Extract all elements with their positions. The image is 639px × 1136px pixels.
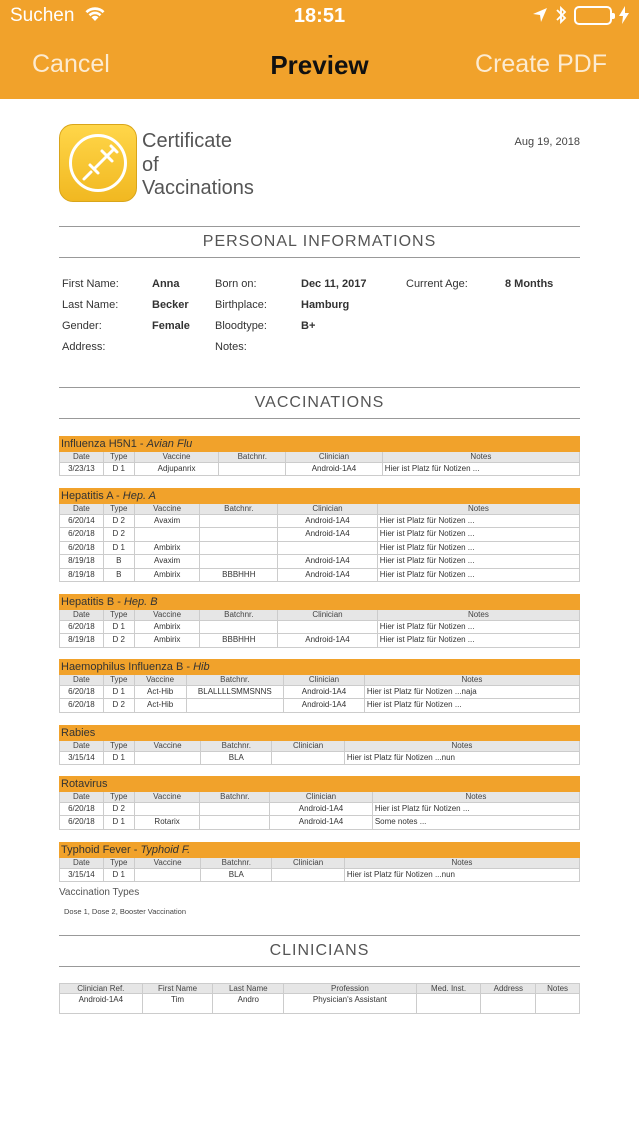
table-row bbox=[59, 569, 580, 583]
cell-clinician: Android-1A4 bbox=[278, 634, 378, 647]
vaccination-types-text: Dose 1, Dose 2, Booster Vaccination bbox=[64, 907, 187, 916]
cell-type: D 2 bbox=[104, 528, 135, 541]
cell-notes: Hier ist Platz für Notizen ... bbox=[379, 621, 475, 631]
vaccination-table bbox=[59, 842, 580, 882]
cell-clinician: Android-1A4 bbox=[278, 555, 378, 568]
birthplace-label: Birthplace: bbox=[215, 299, 267, 311]
column-header-notes: Notes bbox=[547, 984, 569, 993]
cell-vaccine: Act-Hib bbox=[135, 699, 187, 712]
table-header-row bbox=[59, 452, 580, 463]
cell-batch bbox=[200, 515, 278, 528]
cell-date: 6/20/18 bbox=[60, 542, 104, 555]
cell-vaccine bbox=[135, 752, 202, 765]
bloodtype-label: Bloodtype: bbox=[215, 320, 267, 332]
column-header-clinician: Clinician bbox=[286, 452, 383, 462]
cell-batch bbox=[200, 803, 270, 816]
column-header-notes: Notes bbox=[467, 610, 489, 619]
vaccination-abbreviation: Avian Flu bbox=[146, 438, 193, 450]
first-name-label: First Name: bbox=[62, 278, 119, 290]
column-header-batch: Batchnr. bbox=[201, 741, 272, 751]
cell-type: B bbox=[104, 569, 135, 582]
cell-batch bbox=[187, 699, 285, 712]
cell-clinician: Android-1A4 bbox=[284, 686, 365, 699]
column-header-clinician: Clinician bbox=[272, 741, 345, 751]
cell-notes: Hier ist Platz für Notizen ...nun bbox=[346, 752, 455, 762]
table-header-row bbox=[59, 792, 580, 803]
column-header-clinician: Clinician bbox=[284, 675, 365, 685]
table-header-row bbox=[59, 504, 580, 515]
gender-label: Gender: bbox=[62, 320, 102, 332]
cell-clinician: Android-1A4 bbox=[278, 515, 378, 528]
cell-notes: Hier ist Platz für Notizen ... bbox=[366, 700, 462, 709]
table-header-row bbox=[59, 610, 580, 621]
cell-date: 8/19/18 bbox=[60, 634, 104, 647]
cell-first-name: Tim bbox=[143, 994, 214, 1013]
column-header-notes: Notes bbox=[470, 452, 492, 461]
column-header-notes: Notes bbox=[465, 792, 487, 801]
cell-batch bbox=[200, 816, 270, 829]
column-header-address: Address bbox=[481, 984, 536, 993]
location-icon bbox=[532, 7, 548, 23]
bloodtype-value: B+ bbox=[301, 320, 316, 332]
table-row bbox=[59, 869, 580, 883]
column-header-vaccine: Vaccine bbox=[135, 792, 201, 802]
column-header-date: Date bbox=[60, 741, 104, 751]
status-right-icons bbox=[532, 5, 629, 25]
cell-type: D 1 bbox=[104, 463, 135, 476]
vaccination-name: Typhoid Fever bbox=[61, 844, 131, 856]
cell-clinician: Android-1A4 bbox=[278, 528, 378, 541]
cell-batch: BLA bbox=[201, 869, 272, 882]
vaccination-name: Rabies bbox=[61, 727, 96, 739]
vaccination-logo bbox=[59, 124, 137, 202]
cell-notes: Hier ist Platz für Notizen ... bbox=[379, 635, 475, 644]
cell-batch: BLALLLLSMMSNNS bbox=[187, 686, 285, 699]
cell-notes: Hier ist Platz für Notizen ... bbox=[379, 556, 475, 565]
table-row bbox=[59, 528, 580, 542]
cell-date: 3/15/14 bbox=[60, 752, 104, 765]
cell-notes: Hier ist Platz für Notizen ...nun bbox=[346, 869, 455, 879]
column-header-type: Type bbox=[104, 452, 135, 462]
column-header-date: Date bbox=[60, 610, 104, 620]
cell-type: D 1 bbox=[104, 621, 135, 634]
bluetooth-icon bbox=[555, 5, 567, 25]
cell-notes: Hier ist Platz für Notizen ... bbox=[384, 463, 480, 473]
cell-batch: BBBHHH bbox=[200, 634, 278, 647]
cell-clinician: Android-1A4 bbox=[278, 569, 378, 582]
column-header-date: Date bbox=[60, 675, 104, 685]
column-header-type: Type bbox=[104, 610, 135, 620]
vaccination-title: Hepatitis B - Hep. B bbox=[59, 594, 580, 610]
column-header-notes: Notes bbox=[451, 741, 473, 750]
title-line: of bbox=[142, 153, 159, 176]
title-line: Vaccinations bbox=[142, 177, 254, 199]
vaccination-name: Influenza H5N1 bbox=[61, 438, 137, 450]
vaccination-table bbox=[59, 594, 580, 648]
vaccination-title: Hepatitis A - Hep. A bbox=[59, 488, 580, 504]
cell-vaccine: Ambirix bbox=[135, 634, 201, 647]
cell-date: 3/15/14 bbox=[60, 869, 104, 882]
cell-type: D 2 bbox=[104, 699, 135, 712]
vaccination-types-label: Vaccination Types bbox=[59, 887, 140, 898]
vaccination-table bbox=[59, 776, 580, 830]
cell-notes: Hier ist Platz für Notizen ... bbox=[379, 569, 475, 579]
cell-clinician: Android-1A4 bbox=[270, 816, 373, 829]
cell-vaccine: Avaxim bbox=[135, 555, 201, 568]
cell-vaccine: Ambirix bbox=[135, 542, 201, 555]
gender-value: Female bbox=[152, 320, 190, 332]
column-header-batch: Batchnr. bbox=[200, 504, 278, 514]
table-row bbox=[59, 634, 580, 648]
table-row bbox=[59, 699, 580, 713]
page-title: Preview bbox=[270, 50, 369, 80]
cell-batch: BBBHHH bbox=[200, 569, 278, 582]
cell-batch: BLA bbox=[201, 752, 272, 765]
age-value: 8 Months bbox=[505, 278, 554, 290]
clinicians-heading: CLINICIANS bbox=[59, 935, 580, 967]
cell-vaccine: Avaxim bbox=[135, 515, 201, 528]
vaccination-name: Haemophilus Influenza B bbox=[61, 661, 184, 673]
vaccination-name: Hepatitis B bbox=[61, 596, 115, 608]
cell-med-inst bbox=[417, 994, 482, 1013]
column-header-type: Type bbox=[104, 675, 135, 685]
cell-clinician bbox=[278, 621, 378, 634]
last-name-label: Last Name: bbox=[62, 299, 119, 311]
cell-batch bbox=[200, 555, 278, 568]
cell-clinician: Android-1A4 bbox=[284, 699, 365, 712]
cell-clinician bbox=[272, 752, 345, 765]
create-pdf-button[interactable]: Create PDF bbox=[475, 50, 607, 78]
cell-clinician bbox=[272, 869, 345, 882]
column-header-first-name: First Name bbox=[143, 984, 214, 993]
cancel-button[interactable]: Cancel bbox=[32, 50, 110, 78]
column-header-clinician: Clinician bbox=[272, 858, 345, 868]
carrier-label: Suchen bbox=[10, 5, 75, 26]
cell-type: B bbox=[104, 555, 135, 568]
vaccinations-heading: VACCINATIONS bbox=[59, 387, 580, 419]
cell-batch bbox=[200, 621, 278, 634]
cell-vaccine: Adjupanrix bbox=[135, 463, 220, 476]
column-header-batch: Batchnr. bbox=[219, 452, 286, 462]
cell-vaccine: Ambirix bbox=[135, 621, 201, 634]
column-header-date: Date bbox=[60, 792, 104, 802]
vaccination-title bbox=[59, 776, 580, 792]
column-header-clinician: Clinician bbox=[270, 792, 373, 802]
cell-clinician: Android-1A4 bbox=[270, 803, 373, 816]
column-header-type: Type bbox=[104, 792, 135, 802]
cell-date: 8/19/18 bbox=[60, 555, 104, 568]
column-header-type: Type bbox=[104, 504, 135, 514]
cell-type: D 1 bbox=[104, 816, 135, 829]
cell-profession: Physician's Assistant bbox=[284, 994, 416, 1013]
clinicians-table bbox=[59, 983, 580, 1014]
cell-clinician: Android-1A4 bbox=[286, 463, 383, 476]
table-row bbox=[59, 621, 580, 635]
column-header-clinician: Clinician bbox=[278, 504, 378, 514]
column-header-med-inst: Med. Inst. bbox=[417, 984, 482, 993]
cell-clinician-ref: Android-1A4 bbox=[60, 994, 143, 1013]
column-header-type: Type bbox=[104, 741, 135, 751]
cell-notes: Hier ist Platz für Notizen ... bbox=[379, 542, 475, 552]
age-label: Current Age: bbox=[406, 278, 468, 290]
cell-notes: Hier ist Platz für Notizen ... bbox=[379, 529, 475, 538]
table-header-row bbox=[59, 675, 580, 686]
table-header-row bbox=[59, 741, 580, 752]
title-line: Certificate bbox=[142, 130, 233, 152]
navigation-bar bbox=[0, 0, 639, 99]
column-header-clinician-ref: Clinician Ref. bbox=[60, 984, 143, 993]
vaccination-table bbox=[59, 725, 580, 765]
cell-date: 6/20/18 bbox=[60, 686, 104, 699]
cell-batch bbox=[200, 542, 278, 555]
cell-clinician bbox=[278, 542, 378, 555]
cell-type: D 2 bbox=[104, 803, 135, 816]
cell-type: D 1 bbox=[104, 752, 135, 765]
certificate-title bbox=[142, 130, 254, 201]
vaccination-title bbox=[59, 725, 580, 741]
column-header-batch: Batchnr. bbox=[200, 792, 270, 802]
column-header-date: Date bbox=[60, 452, 104, 462]
charging-icon bbox=[619, 6, 629, 24]
cell-batch bbox=[219, 463, 286, 476]
cell-notes: Hier ist Platz für Notizen ... bbox=[374, 803, 470, 813]
battery-icon bbox=[574, 6, 612, 25]
table-row bbox=[59, 994, 580, 1014]
cell-vaccine: Act-Hib bbox=[135, 686, 187, 699]
vaccination-table bbox=[59, 488, 580, 582]
notes-label: Notes: bbox=[215, 341, 247, 353]
cell-notes: Some notes ... bbox=[374, 817, 427, 826]
vaccination-title: Typhoid Fever - Typhoid F. bbox=[59, 842, 580, 858]
cell-date: 6/20/18 bbox=[60, 699, 104, 712]
table-row bbox=[59, 542, 580, 556]
vaccination-abbreviation: Typhoid F. bbox=[140, 844, 191, 856]
cell-type: D 1 bbox=[104, 686, 135, 699]
cell-type: D 2 bbox=[104, 515, 135, 528]
column-header-vaccine: Vaccine bbox=[135, 452, 220, 462]
vaccination-name: Rotavirus bbox=[61, 778, 108, 790]
cell-notes: Hier ist Platz für Notizen ...naja bbox=[366, 686, 477, 696]
cell-vaccine bbox=[135, 528, 201, 541]
table-row bbox=[59, 752, 580, 766]
column-header-notes: Notes bbox=[451, 858, 473, 867]
status-time: 18:51 bbox=[293, 5, 346, 27]
vaccination-title: Influenza H5N1 - Avian Flu bbox=[59, 436, 580, 452]
birthplace-value: Hamburg bbox=[301, 299, 350, 311]
table-row bbox=[59, 515, 580, 529]
column-header-batch: Batchnr. bbox=[200, 610, 278, 620]
column-header-date: Date bbox=[60, 504, 104, 514]
column-header-clinician: Clinician bbox=[278, 610, 378, 620]
first-name-value: Anna bbox=[152, 278, 180, 290]
vaccination-table bbox=[59, 659, 580, 713]
cell-date: 8/19/18 bbox=[60, 569, 104, 582]
cell-date: 6/20/18 bbox=[60, 528, 104, 541]
vaccination-abbreviation: Hep. A bbox=[122, 490, 156, 502]
born-value: Dec 11, 2017 bbox=[301, 278, 367, 290]
table-row bbox=[59, 803, 580, 817]
cell-date: 6/20/18 bbox=[60, 803, 104, 816]
column-header-notes: Notes bbox=[461, 675, 483, 684]
vaccination-abbreviation: Hib bbox=[193, 661, 210, 673]
table-row bbox=[59, 555, 580, 569]
table-header-row bbox=[59, 983, 580, 994]
column-header-vaccine: Vaccine bbox=[135, 504, 201, 514]
address-label: Address: bbox=[62, 341, 106, 353]
cell-notes: Hier ist Platz für Notizen ... bbox=[379, 515, 475, 525]
cell-type: D 2 bbox=[104, 634, 135, 647]
certificate-date: Aug 19, 2018 bbox=[514, 136, 580, 148]
vaccination-table bbox=[59, 436, 580, 476]
table-row bbox=[59, 686, 580, 700]
cell-type: D 1 bbox=[104, 869, 135, 882]
column-header-profession: Profession bbox=[284, 984, 416, 993]
cell-batch bbox=[200, 528, 278, 541]
table-row bbox=[59, 463, 580, 477]
cell-last-name: Andro bbox=[213, 994, 284, 1013]
column-header-vaccine: Vaccine bbox=[135, 858, 202, 868]
cell-address bbox=[481, 994, 536, 1013]
born-label: Born on: bbox=[215, 278, 257, 290]
last-name-value: Becker bbox=[152, 299, 189, 311]
column-header-vaccine: Vaccine bbox=[135, 610, 201, 620]
column-header-date: Date bbox=[60, 858, 104, 868]
vaccination-title: Haemophilus Influenza B - Hib bbox=[59, 659, 580, 675]
column-header-batch: Batchnr. bbox=[201, 858, 272, 868]
cell-vaccine: Rotarix bbox=[135, 816, 201, 829]
cell-vaccine bbox=[135, 803, 201, 816]
column-header-notes: Notes bbox=[467, 504, 489, 513]
cell-notes bbox=[536, 994, 579, 1013]
cell-date: 3/23/13 bbox=[60, 463, 104, 476]
column-header-vaccine: Vaccine bbox=[135, 675, 187, 685]
table-header-row bbox=[59, 858, 580, 869]
cell-date: 6/20/14 bbox=[60, 515, 104, 528]
cell-date: 6/20/18 bbox=[60, 621, 104, 634]
cell-vaccine: Ambirix bbox=[135, 569, 201, 582]
vaccination-name: Hepatitis A bbox=[61, 490, 113, 502]
cell-date: 6/20/18 bbox=[60, 816, 104, 829]
cell-type: D 1 bbox=[104, 542, 135, 555]
status-bar bbox=[0, 0, 639, 34]
personal-info-heading: PERSONAL INFORMATIONS bbox=[59, 226, 580, 258]
cell-vaccine bbox=[135, 869, 202, 882]
table-row bbox=[59, 816, 580, 830]
column-header-vaccine: Vaccine bbox=[135, 741, 202, 751]
syringe-icon bbox=[76, 141, 122, 187]
column-header-batch: Batchnr. bbox=[187, 675, 285, 685]
column-header-last-name: Last Name bbox=[213, 984, 284, 993]
column-header-type: Type bbox=[104, 858, 135, 868]
vaccination-abbreviation: Hep. B bbox=[123, 596, 158, 608]
